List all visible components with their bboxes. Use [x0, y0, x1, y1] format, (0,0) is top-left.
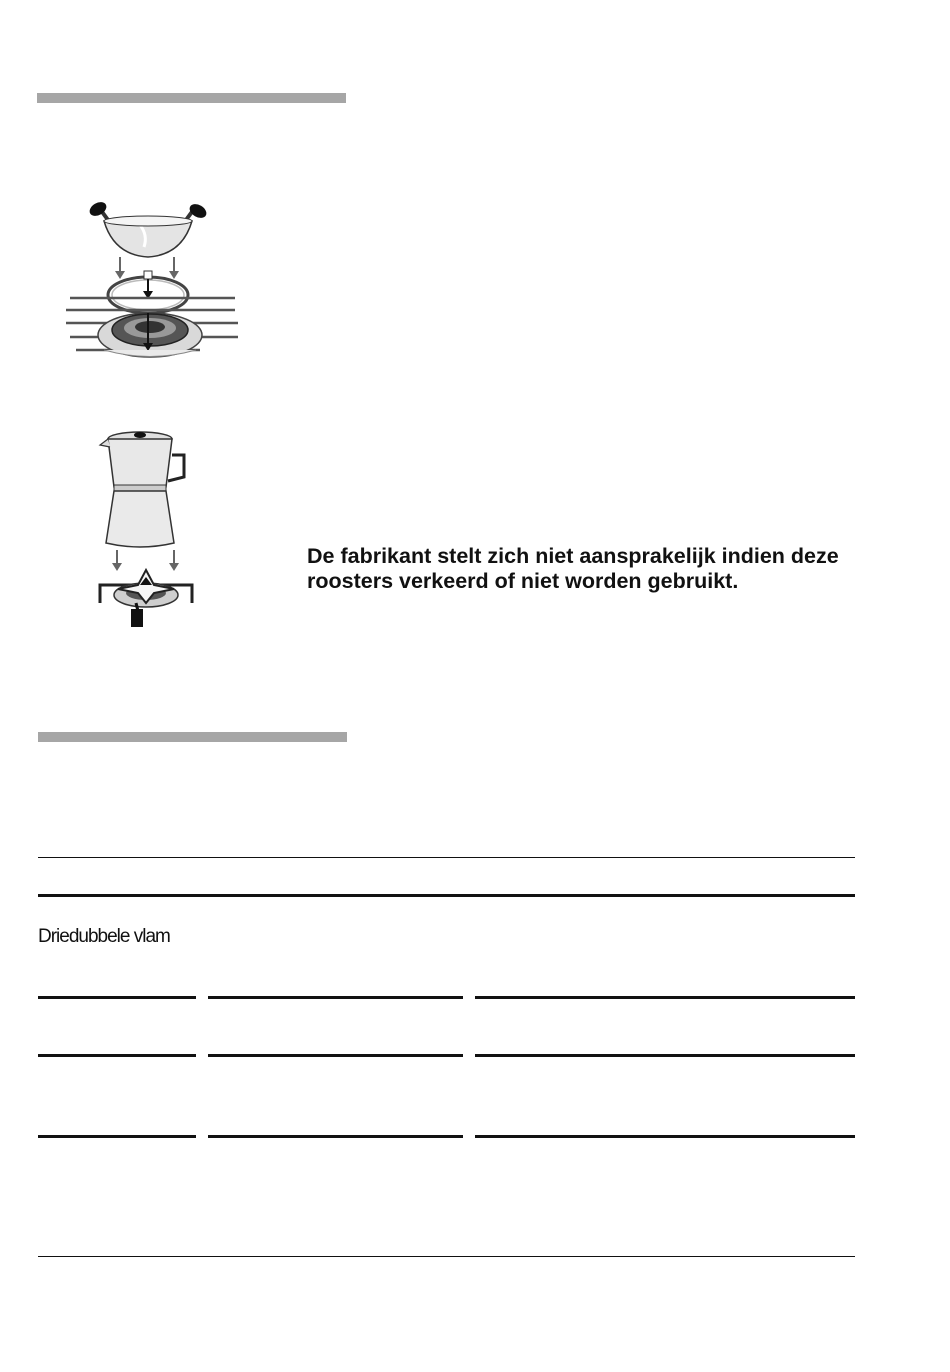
table-rule-col3-row2 [475, 1054, 855, 1057]
table-rule-header-bottom [38, 894, 855, 897]
table-rule-col1-row3 [38, 1135, 196, 1138]
table-rule-col1-row1 [38, 996, 196, 999]
table-rule-col3-row3 [475, 1135, 855, 1138]
table-rule-col3-row1 [475, 996, 855, 999]
table-rule-col1-row2 [38, 1054, 196, 1057]
liability-notice-line-2: roosters verkeerd of niet worden gebruikt. [307, 569, 739, 593]
liability-notice [307, 544, 927, 594]
table-rule-top [38, 857, 855, 858]
wok-illustration [60, 195, 245, 370]
table-rule-col2-row1 [208, 996, 463, 999]
coffee-maker-illustration [90, 425, 210, 630]
liability-notice-line-1: De fabrikant stelt zich niet aansprakelijk indien deze [307, 544, 839, 568]
table-rule-col2-row3 [208, 1135, 463, 1138]
table-rule-bottom [38, 1256, 855, 1257]
row-label-triple-flame: Driedubbele vlam [38, 926, 170, 947]
table-rule-col2-row2 [208, 1054, 463, 1057]
section-header-bar-middle [38, 732, 347, 742]
section-header-bar-top [37, 93, 346, 103]
